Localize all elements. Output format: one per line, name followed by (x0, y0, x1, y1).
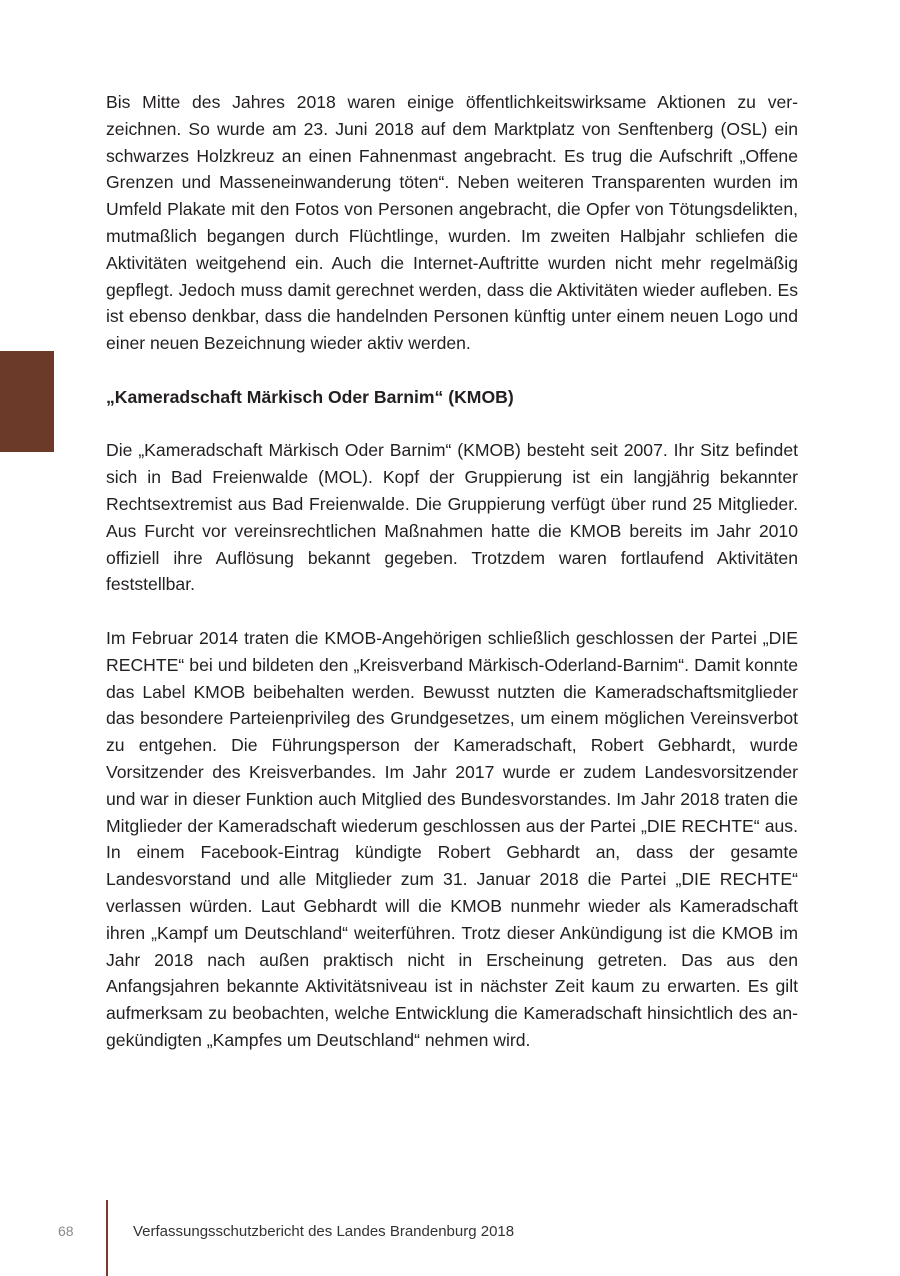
page-footer (0, 1200, 900, 1276)
chapter-marker-tab (0, 351, 54, 452)
page-number: 68 (58, 1223, 74, 1239)
section-heading-kmob: „Kameradschaft Märkisch Oder Barnim“ (KMOB) (106, 386, 514, 407)
footer-report-title: Verfassungsschutzbericht des Landes Brandenburg 2018 (133, 1223, 515, 1240)
page-body (106, 89, 798, 1054)
intro-paragraph: Bis Mitte des Jahres 2018 waren einige öffentlichkeitswirksame Aktionen zu verzeichnen. So wurde am 23. Juni 2018 auf dem Marktplatz von Senftenberg (OSL) ein schwarzes Holzkreuz an einen Fahnenmast angebracht. Es trug die Aufschrift „Offene Grenzen und Masseneinwanderung töten“. Neben weiteren Transparenten wurden im Umfeld Plakate mit den Fotos von Personen angebracht, die Opfer von Tötungsdelikten, mutmaßlich begangen durch Flüchtlinge, wurden. Im zweiten Halbjahr schliefen die Aktivitäten weitgehend ein. Auch die Internet-Auftritte wurden nicht mehr regelmäßig gepflegt. Jedoch muss damit gerechnet werden, dass die Aktivitäten wieder aufleben. Es ist ebenso denkbar, dass die handelnden Personen künftig unter einem neuen Logo und einer neuen Bezeichnung wieder aktiv werden. (106, 92, 798, 354)
kmob-paragraph-1: Die „Kameradschaft Märkisch Oder Barnim“ (KMOB) besteht seit 2007. Ihr Sitz befindet sich in Bad Freienwalde (MOL). Kopf der Gruppierung ist ein langjährig bekannter Rechtsextremist aus Bad Freienwalde. Die Gruppierung verfügt über rund 25 Mitglieder. Aus Furcht vor vereinsrechtlichen Maßnahmen hatte die KMOB bereits im Jahr 2010 offiziell ihre Auflösung bekannt gegeben. Trotzdem waren fortlaufend Aktivitäten feststellbar. (106, 440, 798, 595)
footer-divider (106, 1200, 108, 1276)
kmob-paragraph-2: Im Februar 2014 traten die KMOB-Angehörigen schließlich geschlossen der Partei „DIE RECHTE“ bei und bildeten den „Kreisverband Märkisch-Oderland-Barnim“. Damit konnte das Label KMOB beibehalten werden. Bewusst nutzten die Kameradschaftsmitglieder das besondere Parteienprivileg des Grundgesetzes, um einem möglichen Vereinsverbot zu entgehen. Die Führungsperson der Kameradschaft, Robert Gebhardt, wurde Vorsitzender des Kreisverbandes. Im Jahr 2017 wurde er zudem Landesvorsitzender und war in dieser Funktion auch Mitglied des Bundesvorstandes. Im Jahr 2018 traten die Mitglieder der Kameradschaft wiederum geschlossen aus der Partei „DIE RECHTE“ aus. In einem Facebook-Eintrag kündigte Robert Gebhardt an, dass der gesamte Landesvorstand und alle Mitglieder zum 31. Januar 2018 die Partei „DIE RECHTE“ verlassen würden. Laut Gebhardt will die KMOB nunmehr wieder als Kameradschaft ihren „Kampf um Deutschland“ weiterführen. Trotz dieser Ankündigung ist die KMOB im Jahr 2018 nach außen praktisch nicht in Erscheinung getreten. Das aus den Anfangsjahren bekannte Aktivitätsniveau ist in nächster Zeit kaum zu erwarten. Es gilt aufmerksam zu beobachten, welche Entwicklung die Kameradschaft hinsichtlich des angekündigten „Kampfes um Deutschland“ nehmen wird. (106, 627, 798, 1050)
